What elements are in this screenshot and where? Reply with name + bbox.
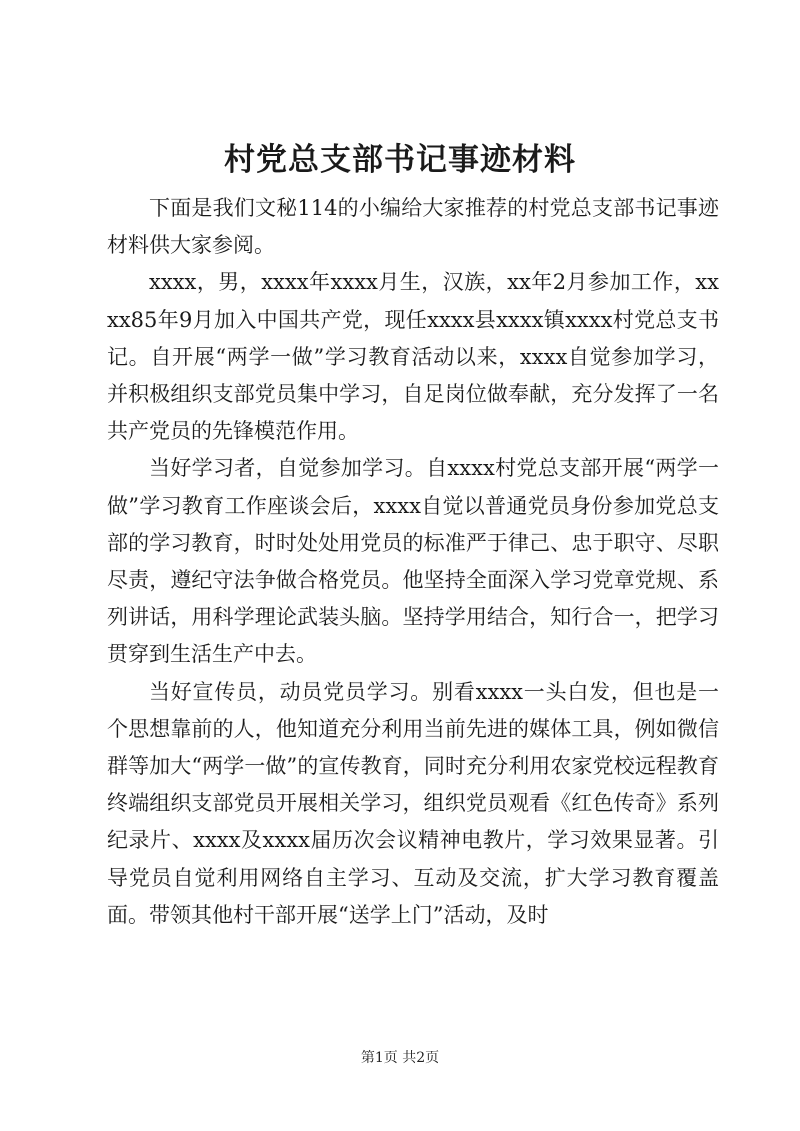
paragraph-profile: xxxx，男，xxxx年xxxx月生，汉族，xx年2月参加工作，xxxx85年9月加入中国共产党，现任xxxx县xxxx镇xxxx村党总支书记。自开展“两学一做”学习教育活动以来，xxxx自觉参加学习，并积极组织支部党员集中学习，自足岗位做奉献，充分发挥了一名共产党员的先锋模范作用。: [107, 270, 719, 444]
page-footer: 第1页 共2页: [360, 1050, 440, 1066]
document-title: 村党总支部书记事迹材料: [224, 142, 576, 178]
paragraph-learner: 当好学习者，自觉参加学习。自xxxx村党总支部开展“两学一做”学习教育工作座谈会后，xxxx自觉以普通党员身份参加党总支部的学习教育，时时处处用党员的标准严于律己、忠于职守、尽职尽责，遵纪守法争做合格党员。他坚持全面深入学习党章党规、系列讲话，用科学理论武装头脑。坚持学用结合，知行合一，把学习贯穿到生活生产中去。: [107, 456, 719, 667]
paragraph-publicist: 当好宣传员，动员党员学习。别看xxxx一头白发，但也是一个思想靠前的人，他知道充分利用当前先进的媒体工具，例如微信群等加大“两学一做”的宣传教育，同时充分利用农家党校远程教育终端组织支部党员开展相关学习，组织党员观看《红色传奇》系列纪录片、xxxx及xxxx届历次会议精神电教片，学习效果显著。引导党员自觉利用网络自主学习、互动及交流，扩大学习教育覆盖面。带领其他村干部开展“送学上门”活动，及时: [107, 679, 719, 927]
document-body: [107, 190, 719, 934]
paragraph-intro: 下面是我们文秘114的小编给大家推荐的村党总支部书记事迹材料供大家参阅。: [107, 196, 719, 258]
